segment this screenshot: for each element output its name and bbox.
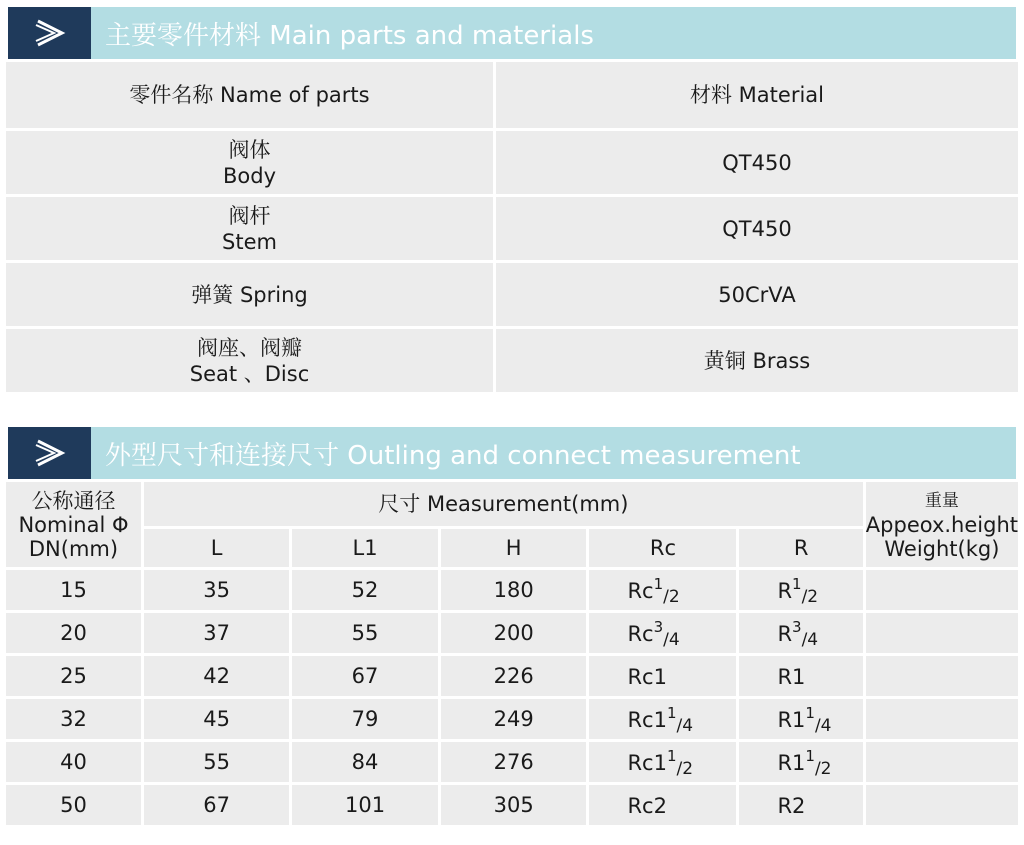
l-cell: 37 bbox=[144, 613, 289, 653]
nominal-header-cn: 公称通径 bbox=[31, 488, 116, 513]
table-row bbox=[6, 263, 1018, 326]
l1-cell: 84 bbox=[292, 742, 438, 782]
weight-cell bbox=[866, 656, 1018, 696]
l1-cell: 55 bbox=[292, 613, 438, 653]
weight-cell bbox=[866, 785, 1018, 825]
dn-cell: 15 bbox=[6, 570, 141, 610]
h-cell: 276 bbox=[441, 742, 587, 782]
rc-fraction-denominator: /2 bbox=[663, 586, 680, 607]
r-cell bbox=[739, 742, 862, 782]
r-fraction-denominator: /4 bbox=[801, 629, 819, 650]
r-base: R1 bbox=[777, 750, 806, 775]
rc-cell bbox=[589, 656, 736, 696]
r-cell bbox=[739, 570, 862, 610]
col-header-material: 材料 Material bbox=[496, 62, 1018, 128]
rc-base: Rc1 bbox=[627, 707, 667, 732]
h-cell: 200 bbox=[441, 613, 587, 653]
rc-cell bbox=[589, 613, 736, 653]
table-row bbox=[6, 197, 1018, 260]
dn-cell: 20 bbox=[6, 613, 141, 653]
r-cell bbox=[739, 656, 862, 696]
table-row bbox=[6, 329, 1018, 392]
r-fraction-numerator: 1 bbox=[805, 746, 815, 765]
nominal-header bbox=[6, 482, 141, 567]
part-name-cn: 阀体 bbox=[228, 137, 271, 162]
parts-section-title: 主要零件材料 Main parts and materials bbox=[105, 20, 594, 51]
l-cell: 67 bbox=[144, 785, 289, 825]
measurement-body bbox=[6, 570, 1018, 825]
rc-fraction-numerator: 1 bbox=[666, 703, 677, 722]
part-name-cell bbox=[6, 263, 493, 326]
r-fraction-numerator: 1 bbox=[792, 574, 802, 593]
rc-fraction-numerator: 1 bbox=[653, 574, 664, 593]
chevron-right-icon bbox=[30, 436, 70, 470]
rc-fraction-numerator: 3 bbox=[653, 617, 664, 636]
r-cell bbox=[739, 613, 862, 653]
part-material: QT450 bbox=[496, 197, 1018, 260]
part-name-en: Stem bbox=[222, 229, 277, 254]
r-base: R2 bbox=[777, 793, 806, 818]
dn-cell: 25 bbox=[6, 656, 141, 696]
col-header-l: L bbox=[144, 529, 289, 567]
parts-section-header bbox=[8, 7, 1016, 59]
weight-cell bbox=[866, 613, 1018, 653]
weight-cell bbox=[866, 699, 1018, 739]
table-row bbox=[6, 742, 1018, 782]
dn-cell: 32 bbox=[6, 699, 141, 739]
part-name-en: Seat 、Disc bbox=[189, 361, 310, 386]
col-header-r: R bbox=[739, 529, 862, 567]
r-base: R1 bbox=[777, 707, 806, 732]
weight-header-unit: Weight(kg) bbox=[884, 536, 1000, 561]
part-name-cell bbox=[6, 329, 493, 392]
col-header-h: H bbox=[441, 529, 587, 567]
rc-base: Rc bbox=[627, 621, 654, 646]
part-name-en: Body bbox=[222, 163, 276, 188]
nominal-header-en: Nominal Φ bbox=[18, 512, 129, 537]
h-cell: 305 bbox=[441, 785, 587, 825]
r-cell bbox=[739, 785, 862, 825]
table-row bbox=[6, 570, 1018, 610]
part-name-cn: 阀杆 bbox=[228, 203, 271, 228]
r-base: R bbox=[777, 578, 793, 603]
table-row bbox=[6, 656, 1018, 696]
measurement-header: 尺寸 Measurement(mm) bbox=[144, 482, 863, 526]
part-material: 50CrVA bbox=[496, 263, 1018, 326]
r-fraction-denominator: /2 bbox=[801, 586, 819, 607]
weight-header-en: Appeox.height bbox=[865, 512, 1018, 537]
part-name-cn: 阀座、阀瓣 bbox=[197, 335, 302, 360]
h-cell: 249 bbox=[441, 699, 587, 739]
measure-section-title: 外型尺寸和连接尺寸 Outling and connect measurement bbox=[105, 440, 801, 471]
weight-header-cn: 重量 bbox=[924, 490, 959, 511]
measurement-table bbox=[3, 479, 1021, 828]
rc-fraction-numerator: 1 bbox=[666, 746, 677, 765]
rc-cell bbox=[589, 699, 736, 739]
chevron-right-icon bbox=[30, 16, 70, 50]
part-material: QT450 bbox=[496, 131, 1018, 194]
h-cell: 226 bbox=[441, 656, 587, 696]
rc-base: Rc bbox=[627, 578, 654, 603]
r-fraction-denominator: /4 bbox=[814, 715, 832, 736]
rc-cell bbox=[589, 742, 736, 782]
rc-fraction-denominator: /2 bbox=[676, 758, 694, 779]
rc-cell bbox=[589, 570, 736, 610]
part-name-cell bbox=[6, 197, 493, 260]
rc-cell bbox=[589, 785, 736, 825]
r-base: R1 bbox=[777, 664, 806, 689]
l1-cell: 79 bbox=[292, 699, 438, 739]
table-row bbox=[6, 699, 1018, 739]
col-header-name: 零件名称 Name of parts bbox=[6, 62, 493, 128]
col-header-rc: Rc bbox=[589, 529, 736, 567]
part-material: 黄铜 Brass bbox=[496, 329, 1018, 392]
nominal-header-unit: DN(mm) bbox=[28, 536, 119, 561]
weight-cell bbox=[866, 742, 1018, 782]
dn-cell: 40 bbox=[6, 742, 141, 782]
part-name-cell bbox=[6, 131, 493, 194]
r-fraction-numerator: 3 bbox=[792, 617, 802, 636]
table-row bbox=[6, 785, 1018, 825]
weight-header bbox=[866, 482, 1018, 567]
header-icon-box bbox=[8, 7, 91, 59]
part-name-cn: 弹簧 Spring bbox=[191, 282, 308, 307]
h-cell: 180 bbox=[441, 570, 587, 610]
col-header-l1: L1 bbox=[292, 529, 438, 567]
header-icon-box bbox=[8, 427, 91, 479]
rc-base: Rc2 bbox=[627, 793, 667, 818]
l-cell: 55 bbox=[144, 742, 289, 782]
r-cell bbox=[739, 699, 862, 739]
l1-cell: 67 bbox=[292, 656, 438, 696]
table-header-row bbox=[6, 62, 1018, 128]
table-row bbox=[6, 613, 1018, 653]
l-cell: 35 bbox=[144, 570, 289, 610]
r-fraction-denominator: /2 bbox=[814, 758, 832, 779]
parts-table bbox=[3, 59, 1021, 395]
table-header-row bbox=[6, 482, 1018, 526]
l-cell: 45 bbox=[144, 699, 289, 739]
l1-cell: 52 bbox=[292, 570, 438, 610]
r-fraction-numerator: 1 bbox=[805, 703, 815, 722]
rc-fraction-denominator: /4 bbox=[663, 629, 680, 650]
l-cell: 42 bbox=[144, 656, 289, 696]
dn-cell: 50 bbox=[6, 785, 141, 825]
table-row bbox=[6, 131, 1018, 194]
weight-cell bbox=[866, 570, 1018, 610]
rc-base: Rc1 bbox=[627, 664, 667, 689]
rc-fraction-denominator: /4 bbox=[676, 715, 694, 736]
r-base: R bbox=[777, 621, 793, 646]
rc-base: Rc1 bbox=[627, 750, 667, 775]
l1-cell: 101 bbox=[292, 785, 438, 825]
measure-section-header bbox=[8, 427, 1016, 479]
